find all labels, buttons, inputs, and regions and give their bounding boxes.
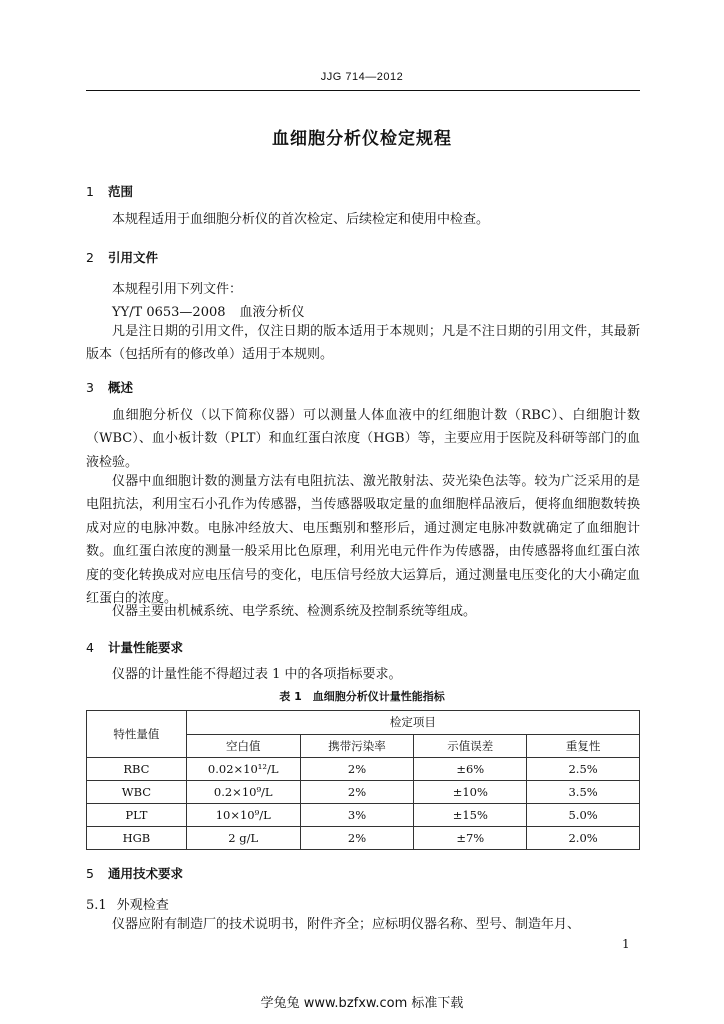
cell-blank: 2 g/L xyxy=(186,827,300,850)
table-row xyxy=(87,781,640,804)
overview-paragraph-2: 仪器中血细胞计数的测量方法有电阻抗法、激光散射法、荧光染色法等。较为广泛采用的是电阻抗法，利用宝石小孔作为传感器，当传感器吸取定量的血细胞样品液后，便将血细胞数转换成对应的电脉冲数。电脉冲经放大、电压甄别和整形后，通过测定电脉冲数就确定了血细胞计数。血红蛋白浓度的测量一般采用比色原理，利用光电元件作为传感器，由传感器将血红蛋白浓度的变化转换成对应电压信号的变化，电压信号经放大运算后，通过测量电压变化的大小确定血红蛋白的浓度。 xyxy=(86,474,640,607)
watermark-footer: 学兔兔 www.bzfxw.com 标准下载 xyxy=(260,996,464,1011)
row-label: HGB xyxy=(87,827,187,850)
references-note: 凡是注日期的引用文件，仅注日期的版本适用于本规则；凡是不注日期的引用文件，其最新版本（包括所有的修改单）适用于本规则。 xyxy=(86,324,640,363)
cell-error: ±6% xyxy=(414,758,527,781)
reference-item xyxy=(112,301,305,320)
section-number: 3 xyxy=(86,380,94,395)
column-header-blank: 空白值 xyxy=(186,734,300,758)
cell-repeatability: 2.5% xyxy=(527,758,640,781)
section-title: 计量性能要求 xyxy=(108,640,184,655)
section-4-heading xyxy=(86,638,183,656)
subsection-number: 5.1 xyxy=(86,898,107,913)
cell-carryover: 2% xyxy=(300,781,414,804)
cell-error: ±10% xyxy=(414,781,527,804)
table-row xyxy=(87,758,640,781)
cell-blank: 0.2×10⁹/L xyxy=(186,781,300,804)
section-title: 通用技术要求 xyxy=(108,866,184,881)
section-number: 2 xyxy=(86,250,94,265)
table-caption: 表 1 血细胞分析仪计量性能指标 xyxy=(279,690,445,703)
cell-blank: 10×10⁹/L xyxy=(186,804,300,827)
standard-code-header: JJG 714—2012 xyxy=(320,71,404,83)
column-header-error: 示值误差 xyxy=(414,734,527,758)
section-number: 5 xyxy=(86,866,94,881)
cell-repeatability: 5.0% xyxy=(527,804,640,827)
cell-repeatability: 2.0% xyxy=(527,827,640,850)
section-title: 范围 xyxy=(108,184,134,199)
table-header-row xyxy=(87,711,640,735)
row-label: WBC xyxy=(87,781,187,804)
cell-error: ±15% xyxy=(414,804,527,827)
section-1-heading xyxy=(86,182,133,200)
performance-table xyxy=(86,710,640,850)
cell-carryover: 2% xyxy=(300,758,414,781)
column-group-header: 检定项目 xyxy=(186,711,639,735)
column-header-carryover: 携带污染率 xyxy=(300,734,414,758)
section-5-1-text: 仪器应附有制造厂的技术说明书，附件齐全；应标明仪器名称、型号、制造年月、 xyxy=(112,917,581,932)
overview-paragraph-3: 仪器主要由机械系统、电学系统、检测系统及控制系统等组成。 xyxy=(112,604,477,619)
section-2-heading xyxy=(86,248,158,266)
references-intro: 本规程引用下列文件： xyxy=(112,282,243,297)
table-row xyxy=(87,827,640,850)
section-1-text: 本规程适用于血细胞分析仪的首次检定、后续检定和使用中检查。 xyxy=(112,212,490,227)
section-5-heading xyxy=(86,864,183,882)
section-number: 1 xyxy=(86,184,94,199)
table-row xyxy=(87,804,640,827)
cell-carryover: 3% xyxy=(300,804,414,827)
cell-blank: 0.02×10¹²/L xyxy=(186,758,300,781)
cell-error: ±7% xyxy=(414,827,527,850)
header-rule xyxy=(86,90,640,91)
cell-carryover: 2% xyxy=(300,827,414,850)
cell-repeatability: 3.5% xyxy=(527,781,640,804)
document-title: 血细胞分析仪检定规程 xyxy=(272,129,452,149)
section-3-heading xyxy=(86,378,133,396)
subsection-5-1-heading xyxy=(86,894,169,913)
column-header-characteristic: 特性量值 xyxy=(87,711,187,758)
section-title: 概述 xyxy=(108,380,134,395)
section-4-text: 仪器的计量性能不得超过表 1 中的各项指标要求。 xyxy=(112,667,402,682)
section-number: 4 xyxy=(86,640,94,655)
section-title: 引用文件 xyxy=(108,250,159,265)
subsection-title: 外观检查 xyxy=(116,898,169,913)
row-label: RBC xyxy=(87,758,187,781)
row-label: PLT xyxy=(87,804,187,827)
page-number: 1 xyxy=(622,937,630,951)
reference-name: 血液分析仪 xyxy=(239,305,305,320)
column-header-repeatability: 重复性 xyxy=(527,734,640,758)
overview-paragraph-1: 血细胞分析仪（以下简称仪器）可以测量人体血液中的红细胞计数（RBC）、白细胞计数（WBC）、血小板计数（PLT）和血红蛋白浓度（HGB）等，主要应用于医院及科研等部门的血液检验。 xyxy=(86,408,640,470)
reference-code: YY/T 0653—2008 xyxy=(112,305,226,320)
